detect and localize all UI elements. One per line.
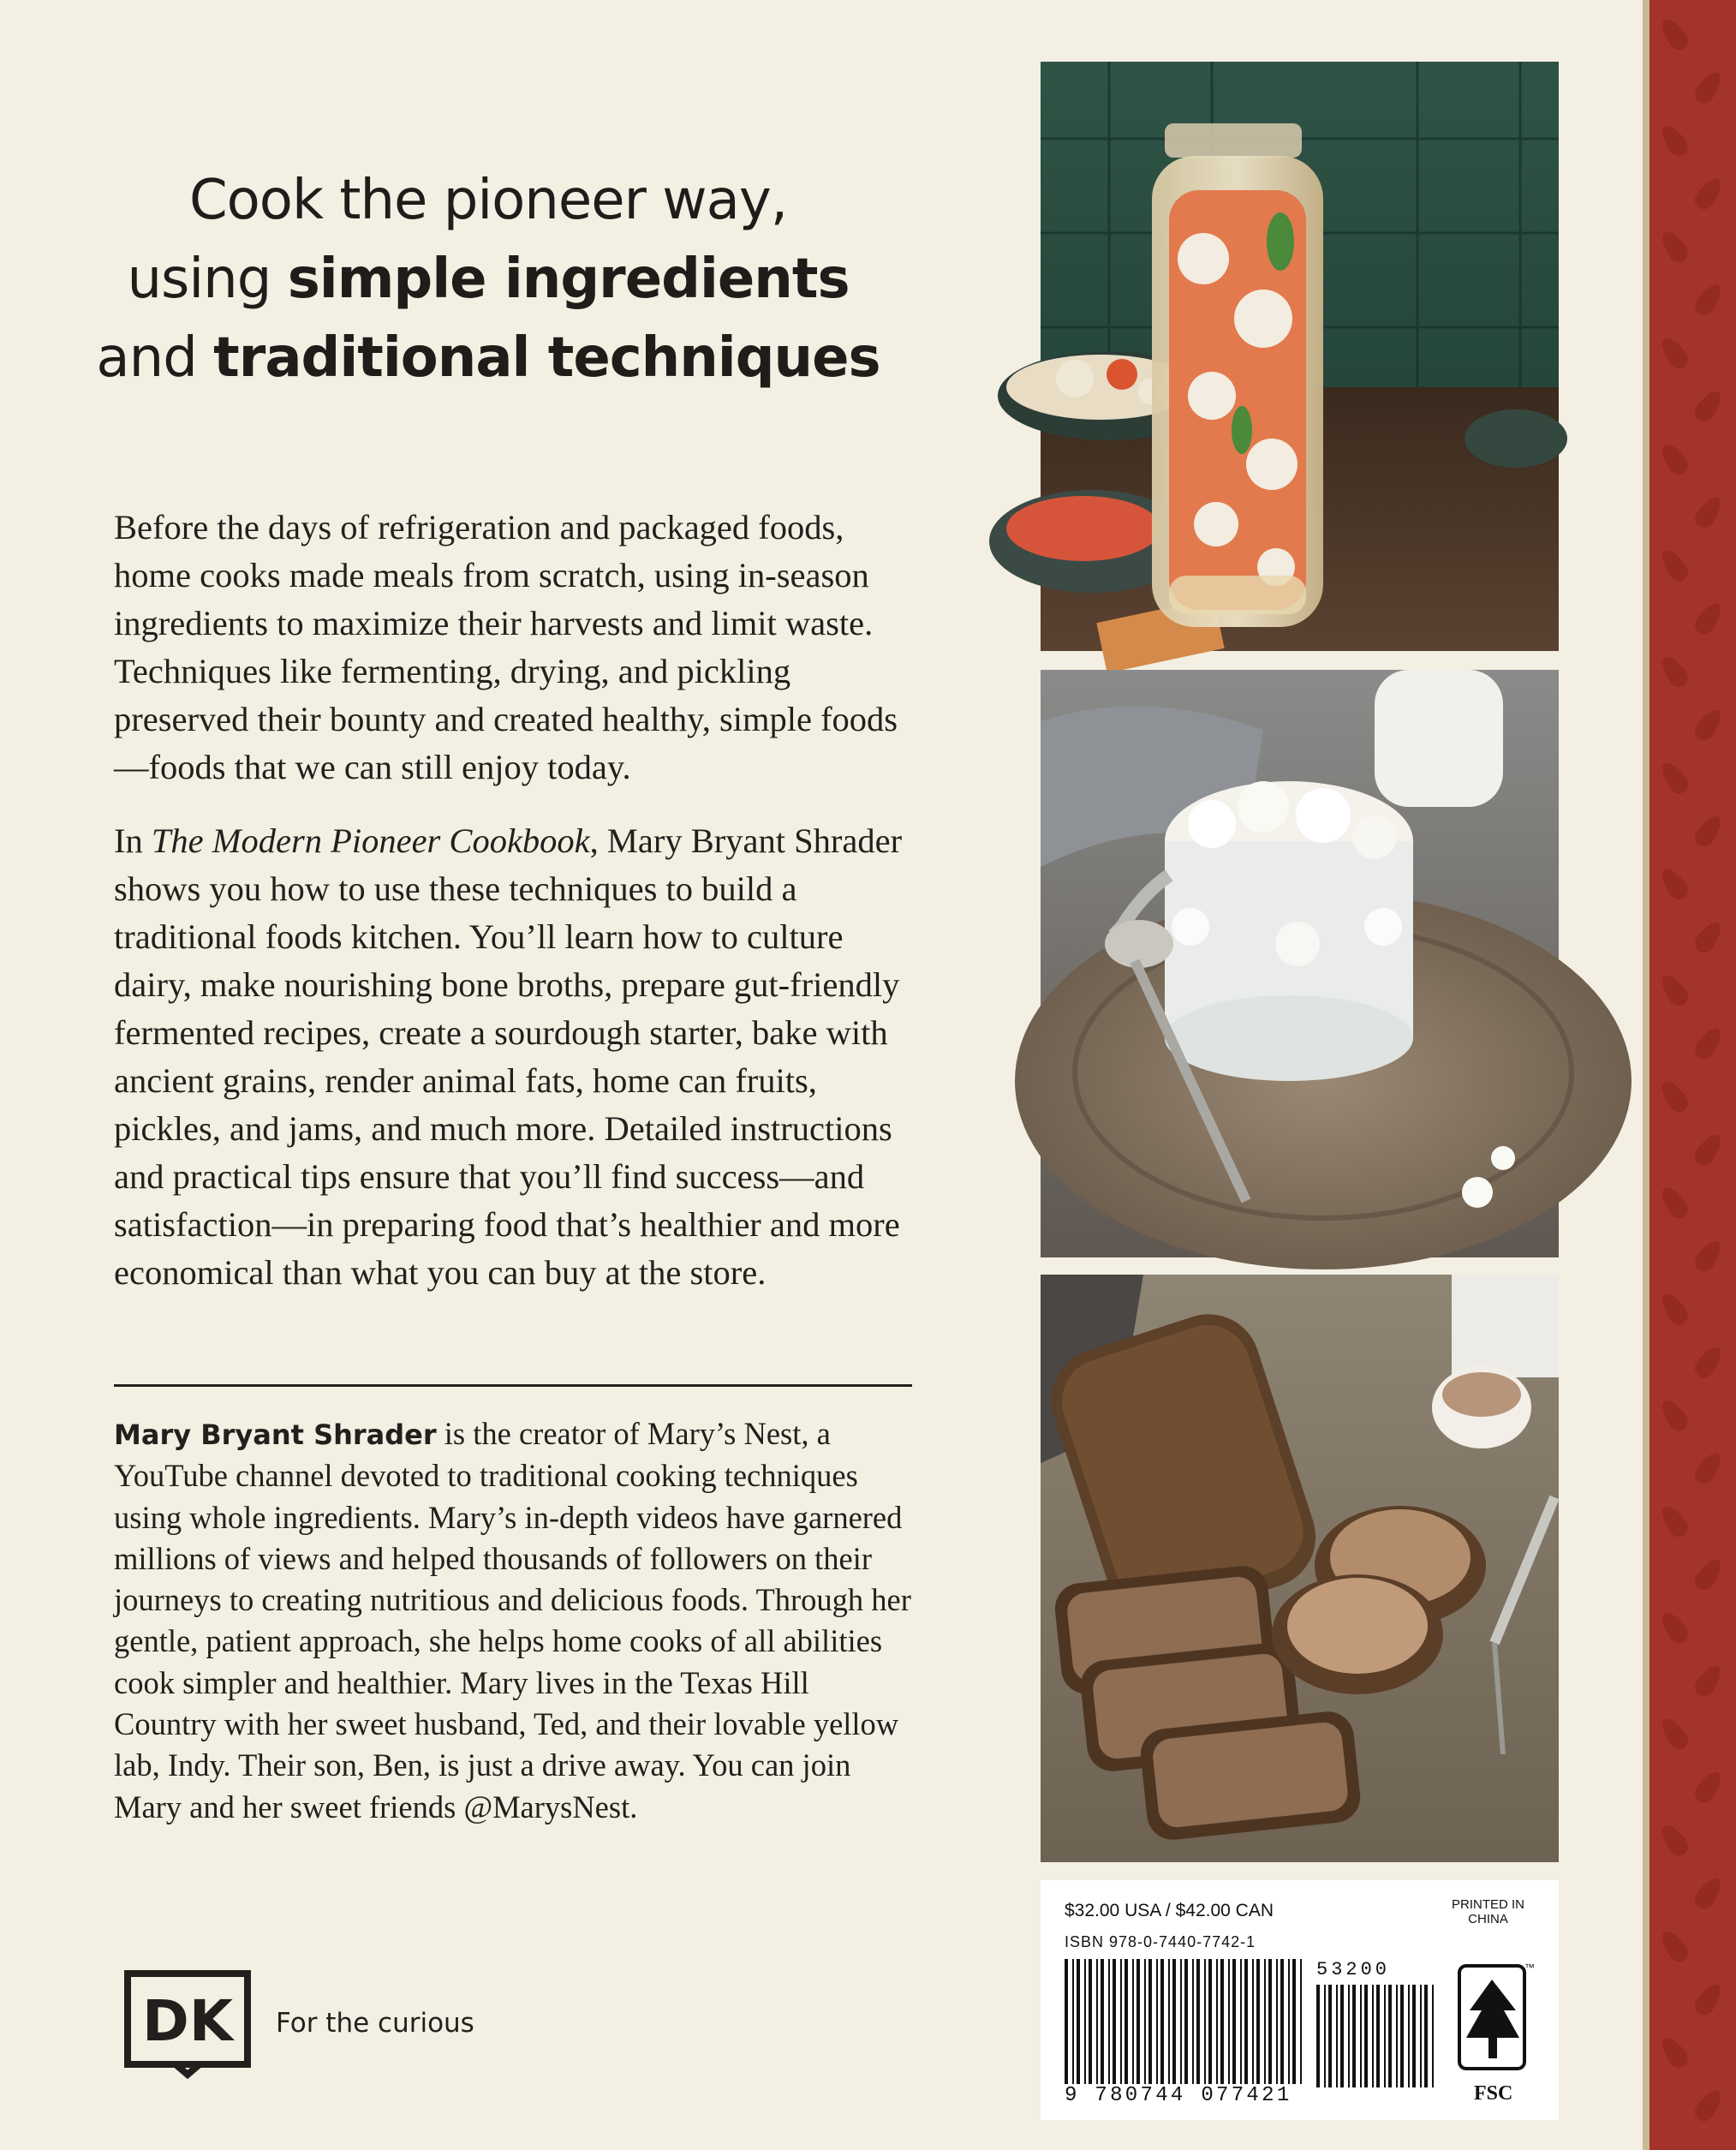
- spine-edge: [1643, 0, 1649, 2150]
- spine-leaf-ornament: [1657, 1502, 1692, 1540]
- spine-leaf-ornament: [1657, 121, 1692, 159]
- headline-line-3: [94, 319, 882, 397]
- barcode-bar: [1280, 1959, 1284, 2084]
- barcode-bar: [1360, 1985, 1362, 2087]
- barcode-bar: [1288, 1959, 1290, 2084]
- barcode-bar: [1340, 1985, 1344, 2087]
- spine-leaf-ornament: [1691, 705, 1727, 744]
- addon-barcode: [1316, 1985, 1436, 2087]
- barcode-bar: [1065, 1959, 1068, 2084]
- headline-line-2: [94, 240, 882, 319]
- headline: [94, 161, 882, 397]
- fsc-label: FSC: [1474, 2082, 1513, 2105]
- barcode-bar: [1424, 1985, 1428, 2087]
- spine-leaf-ornament: [1657, 758, 1692, 797]
- addon-digits: 53200: [1316, 1959, 1391, 1980]
- barcode-bar: [1144, 1959, 1146, 2084]
- printed-in-line-2: CHINA: [1468, 1912, 1508, 1926]
- spine-leaf-ornament: [1691, 1661, 1727, 1699]
- spine-leaf-ornament: [1657, 15, 1692, 53]
- barcode-bar: [1108, 1959, 1110, 2084]
- barcode-bar: [1384, 1985, 1386, 2087]
- headline-line-1: Cook the pioneer way,: [188, 169, 788, 232]
- spine-leaf-ornament: [1657, 2033, 1692, 2071]
- barcode-bar: [1220, 1959, 1224, 2084]
- spine-leaf-ornament: [1691, 1555, 1727, 1593]
- barcode-bar: [1364, 1985, 1368, 2087]
- barcode-bar: [1276, 1959, 1278, 2084]
- spine-band: [1649, 0, 1736, 2150]
- spine-leaf-ornament: [1691, 1342, 1727, 1381]
- fsc-tree-icon: [1456, 1959, 1533, 2087]
- spine-leaf-ornament: [1691, 1236, 1727, 1275]
- barcode-bar: [1244, 1959, 1248, 2084]
- barcode-bar: [1328, 1985, 1332, 2087]
- cottage-cheese-jar-photo: [1041, 670, 1559, 1257]
- spine-leaf-ornament: [1657, 864, 1692, 903]
- pickled-vegetables-jar-photo: [1041, 62, 1559, 651]
- book-description-text: [114, 817, 923, 1297]
- barcode-bar: [1228, 1959, 1230, 2084]
- spine-leaf-ornament: [1657, 227, 1692, 266]
- barcode-bar: [1168, 1959, 1170, 2084]
- price-label: $32.00 USA / $42.00 CAN: [1065, 1901, 1274, 1920]
- spine-leaf-ornament: [1691, 386, 1727, 425]
- barcode-bar: [1348, 1985, 1350, 2087]
- dk-logo-text: DK: [142, 1988, 233, 2054]
- book-title: The Modern Pioneer Cookbook: [151, 821, 590, 860]
- barcode-bar: [1376, 1985, 1380, 2087]
- barcode-bar: [1336, 1985, 1338, 2087]
- barcode-bar: [1300, 1959, 1302, 2084]
- dk-logo: [124, 1970, 251, 2078]
- ean-barcode: [1065, 1959, 1304, 2084]
- spine-leaf-ornament: [1691, 1130, 1727, 1168]
- barcode-bar: [1160, 1959, 1164, 2084]
- spine-leaf-ornament: [1657, 1926, 1692, 1965]
- spine-leaf-ornament: [1691, 1767, 1727, 1806]
- isbn-label: ISBN 978-0-7440-7742-1: [1065, 1933, 1256, 1950]
- spine-leaf-ornament: [1691, 1448, 1727, 1487]
- barcode-bar: [1180, 1959, 1182, 2084]
- spine-leaf-ornament: [1657, 1820, 1692, 1859]
- barcode-bar: [1216, 1959, 1218, 2084]
- barcode-bar: [1420, 1985, 1422, 2087]
- spine-leaf-ornament: [1691, 174, 1727, 212]
- barcode-bar: [1256, 1959, 1260, 2084]
- barcode-bar: [1268, 1959, 1272, 2084]
- author-bio: [114, 1413, 919, 1828]
- description-pre: In: [114, 821, 152, 860]
- barcode-bar: [1089, 1959, 1092, 2084]
- author-name: Mary Bryant Shrader: [114, 1418, 437, 1451]
- spine-leaf-ornament: [1657, 546, 1692, 584]
- barcode-bar: [1204, 1959, 1206, 2084]
- barcode-bar: [1113, 1959, 1116, 2084]
- barcode-bar: [1120, 1959, 1122, 2084]
- spine-leaf-ornament: [1691, 2086, 1727, 2124]
- printed-in-line-1: PRINTED IN: [1451, 1897, 1524, 1912]
- spine-leaf-ornament: [1691, 1873, 1727, 1912]
- spine-leaf-ornament: [1691, 1024, 1727, 1062]
- spine-leaf-ornament: [1691, 493, 1727, 531]
- barcode-bar: [1316, 1985, 1320, 2087]
- barcode-bar: [1240, 1959, 1242, 2084]
- divider-rule: [114, 1384, 912, 1387]
- barcode-bar: [1208, 1959, 1212, 2084]
- barcode-bar: [1232, 1959, 1236, 2084]
- intro-paragraph: [114, 504, 923, 791]
- barcode-bar: [1192, 1959, 1194, 2084]
- printed-in-label: [1452, 1897, 1524, 1926]
- barcode-bar: [1432, 1985, 1434, 2087]
- barcode-bar: [1172, 1959, 1176, 2084]
- barcode-bar: [1372, 1985, 1374, 2087]
- sourdough-bread-and-pate-photo: [1041, 1275, 1559, 1862]
- barcode-bar: [1252, 1959, 1254, 2084]
- ean-digits: 9 780744 077421: [1065, 2084, 1292, 2107]
- barcode-bar: [1388, 1985, 1392, 2087]
- barcode-bar: [1096, 1959, 1098, 2084]
- publisher-tagline: For the curious: [276, 2008, 474, 2039]
- headline-line-2-pre: using: [127, 248, 288, 311]
- barcode-bar: [1136, 1959, 1140, 2084]
- author-bio-text: is the creator of Mary’s Nest, a YouTube channel devoted to traditional cooking techniques using whole ingredients. Mary’s in-depth videos have garnered millions of views and helped thousands of followers on their journeys to creating nutritious and delicious foods. Through her gentle, patient approach, she helps home cooks of all abilities cook simpler and healthier. Mary lives in the Texas Hill Country with her sweet husband, Ted, and their lovable yellow lab, Indy. Their son, Ben, is just a drive away. You can join Mary and her sweet friends @MarysNest.: [114, 1416, 911, 1825]
- barcode-bar: [1072, 1959, 1074, 2084]
- book-description-paragraph: [114, 817, 923, 1297]
- spine-leaf-ornament: [1691, 917, 1727, 956]
- barcode-bar: [1156, 1959, 1158, 2084]
- spine-leaf-ornament: [1657, 1183, 1692, 1221]
- headline-line-2-bold: simple ingredients: [287, 248, 850, 311]
- barcode-bar: [1148, 1959, 1152, 2084]
- barcode-bar: [1400, 1985, 1404, 2087]
- barcode-bar: [1324, 1985, 1326, 2087]
- spine-leaf-ornament: [1657, 970, 1692, 1009]
- spine-leaf-ornament: [1691, 68, 1727, 106]
- spine-leaf-ornament: [1691, 1980, 1727, 2018]
- barcode-bar: [1084, 1959, 1086, 2084]
- svg-text:™: ™: [1524, 1962, 1535, 1974]
- barcode-bar: [1196, 1959, 1200, 2084]
- barcode-bar: [1408, 1985, 1410, 2087]
- barcode-bar: [1132, 1959, 1134, 2084]
- spine-leaf-ornament: [1657, 439, 1692, 478]
- spine-leaf-ornament: [1691, 599, 1727, 637]
- barcode-bar: [1101, 1959, 1104, 2084]
- barcode-bar: [1352, 1985, 1356, 2087]
- barcode-bar: [1077, 1959, 1080, 2084]
- spine-leaf-ornament: [1657, 1608, 1692, 1646]
- spine-leaf-ornament: [1657, 1289, 1692, 1328]
- barcode-bar: [1264, 1959, 1266, 2084]
- spine-leaf-ornament: [1691, 280, 1727, 319]
- spine-leaf-ornament: [1657, 652, 1692, 690]
- spine-leaf-ornament: [1657, 1395, 1692, 1434]
- spine-leaf-ornament: [1691, 811, 1727, 850]
- barcode-bar: [1125, 1959, 1128, 2084]
- barcode-bar: [1412, 1985, 1416, 2087]
- intro-paragraph-text: Before the days of refrigeration and packaged foods, home cooks made meals from scratch, using in-season ingredients to maximize their harvests and limit waste. Techniques like fermenting, drying, and pickling preserved their bounty and created healthy, simple foods—foods that we can still enjoy today.: [114, 508, 898, 786]
- headline-line-3-bold: traditional techniques: [213, 326, 880, 390]
- barcode-bar: [1396, 1985, 1398, 2087]
- spine-leaf-ornament: [1657, 1077, 1692, 1115]
- headline-line-3-pre: and: [96, 326, 214, 390]
- barcode-bar: [1184, 1959, 1188, 2084]
- barcode-box: [1041, 1880, 1559, 2120]
- description-post: , Mary Bryant Shrader shows you how to use these techniques to build a traditional foods kitchen. You’ll learn how to culture dairy, make nourishing bone broths, prepare gut-friendly fermented recipes, create a sourdough starter, bake with ancient grains, render animal fats, home can fruits, pickles, and jams, and much more. Detailed instructions and practical tips ensure that you’ll find success—and satisfaction—in preparing food that’s healthier and more economical than what you can buy at the store.: [114, 821, 903, 1292]
- spine-leaf-ornament: [1657, 333, 1692, 372]
- spine-leaf-ornament: [1657, 1714, 1692, 1753]
- barcode-bar: [1292, 1959, 1296, 2084]
